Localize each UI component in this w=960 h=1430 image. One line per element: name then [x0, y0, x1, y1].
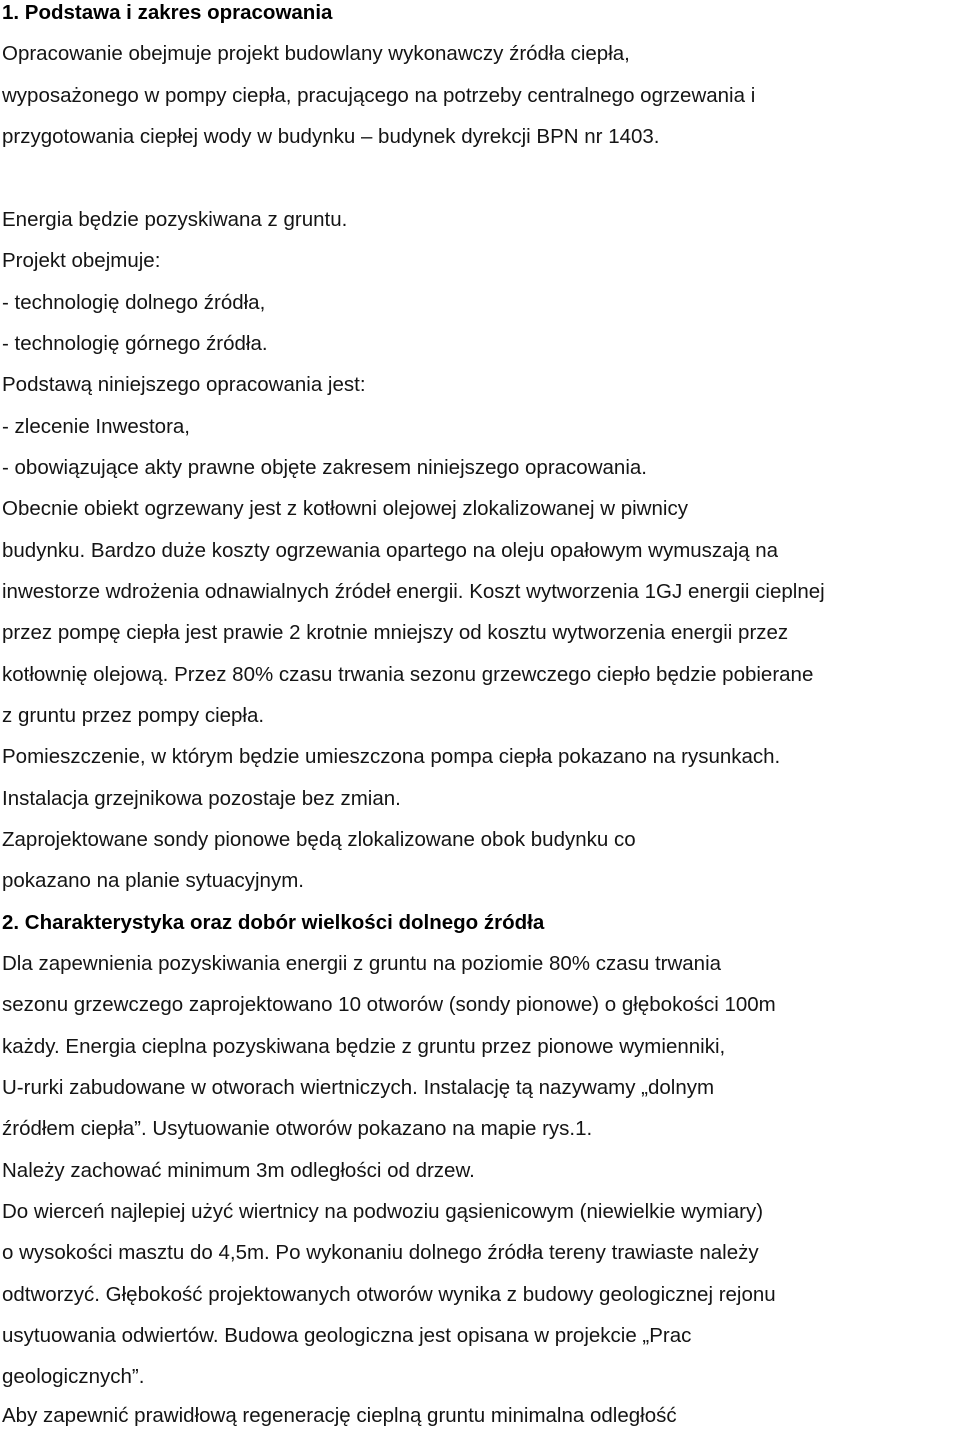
paragraph-line: Do wierceń najlepiej użyć wiertnicy na podwoziu gąsienicowym (niewielkie wymiary): [2, 1200, 764, 1223]
paragraph-line: przygotowania ciepłej wody w budynku – budynek dyrekcji BPN nr 1403.: [2, 125, 660, 148]
list-item: - zlecenie Inwestora,: [2, 415, 191, 438]
list-item: - technologię dolnego źródła,: [2, 291, 266, 314]
section-1-heading: 1. Podstawa i zakres opracowania: [2, 1, 333, 24]
paragraph-line: źródłem ciepła”. Usytuowanie otworów pokazano na mapie rys.1.: [2, 1117, 593, 1140]
paragraph-line: Projekt obejmuje:: [2, 249, 161, 272]
paragraph-line: przez pompę ciepła jest prawie 2 krotnie mniejszy od kosztu wytworzenia energii przez: [2, 621, 789, 644]
paragraph-line: pokazano na planie sytuacyjnym.: [2, 869, 304, 892]
paragraph-line: U-rurki zabudowane w otworach wiertniczych. Instalację tą nazywamy „dolnym: [2, 1076, 715, 1099]
paragraph-line: o wysokości masztu do 4,5m. Po wykonaniu dolnego źródła tereny trawiaste należy: [2, 1241, 759, 1264]
paragraph-line: każdy. Energia cieplna pozyskiwana będzie z gruntu przez pionowe wymienniki,: [2, 1035, 726, 1058]
list-item: - obowiązujące akty prawne objęte zakresem niniejszego opracowania.: [2, 456, 647, 479]
paragraph-line: Opracowanie obejmuje projekt budowlany wykonawczy źródła ciepła,: [2, 42, 630, 65]
paragraph-line: inwestorze wdrożenia odnawialnych źródeł energii. Koszt wytworzenia 1GJ energii cieplnej: [2, 580, 825, 603]
list-item: - technologię górnego źródła.: [2, 332, 268, 355]
paragraph-line: Pomieszczenie, w którym będzie umieszczona pompa ciepła pokazano na rysunkach.: [2, 745, 781, 768]
paragraph-line: Aby zapewnić prawidłową regenerację cieplną gruntu minimalna odległość: [2, 1404, 677, 1427]
paragraph-line: Instalacja grzejnikowa pozostaje bez zmian.: [2, 787, 401, 810]
paragraph-line: geologicznych”.: [2, 1365, 145, 1388]
paragraph-line: Energia będzie pozyskiwana z gruntu.: [2, 208, 348, 231]
paragraph-line: usytuowania odwiertów. Budowa geologiczna jest opisana w projekcie „Prac: [2, 1324, 692, 1347]
paragraph-line: kotłownię olejową. Przez 80% czasu trwania sezonu grzewczego ciepło będzie pobierane: [2, 663, 814, 686]
paragraph-line: z gruntu przez pompy ciepła.: [2, 704, 265, 727]
paragraph-line: sezonu grzewczego zaprojektowano 10 otworów (sondy pionowe) o głębokości 100m: [2, 993, 776, 1016]
paragraph-line: Podstawą niniejszego opracowania jest:: [2, 373, 366, 396]
paragraph-line: Zaprojektowane sondy pionowe będą zlokalizowane obok budynku co: [2, 828, 636, 851]
paragraph-line: Dla zapewnienia pozyskiwania energii z gruntu na poziomie 80% czasu trwania: [2, 952, 722, 975]
paragraph-line: Obecnie obiekt ogrzewany jest z kotłowni olejowej zlokalizowanej w piwnicy: [2, 497, 688, 520]
paragraph-line: wyposażonego w pompy ciepła, pracującego na potrzeby centralnego ogrzewania i: [2, 84, 756, 107]
paragraph-line: Należy zachować minimum 3m odległości od drzew.: [2, 1159, 475, 1182]
paragraph-line: odtworzyć. Głębokość projektowanych otworów wynika z budowy geologicznej rejonu: [2, 1283, 776, 1306]
paragraph-line: budynku. Bardzo duże koszty ogrzewania opartego na oleju opałowym wymuszają na: [2, 539, 779, 562]
section-2-heading: 2. Charakterystyka oraz dobór wielkości dolnego źródła: [2, 911, 545, 934]
